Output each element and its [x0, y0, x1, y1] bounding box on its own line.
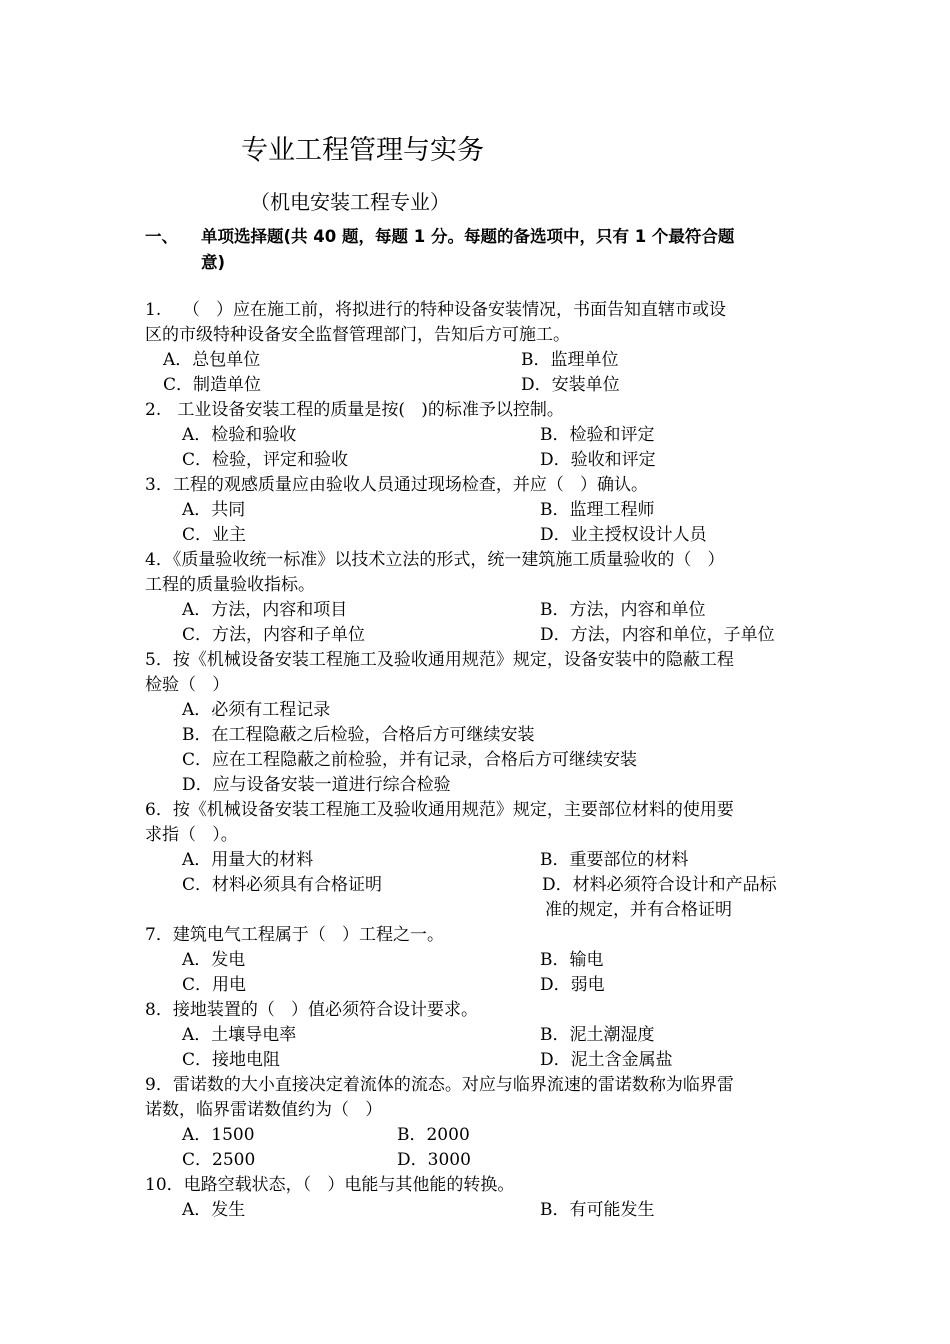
question-text: 1. （ ）应在施工前，将拟进行的特种设备安装情况，书面告知直辖市或设 [145, 300, 727, 320]
option-a: A．方法，内容和项目 [182, 600, 348, 620]
question-text: 4．《质量验收统一标准》以技术立法的形式，统一建筑施工质量验收的（ ） [145, 550, 725, 570]
option-b: B．泥土潮湿度 [540, 1025, 655, 1045]
option-b: B．监理单位 [521, 350, 619, 370]
option-c: C．材料必须具有合格证明 [182, 875, 383, 895]
option-a: A．总包单位 [163, 350, 261, 370]
option-b: B．检验和评定 [540, 425, 655, 445]
section-number: 一、 [145, 227, 178, 246]
question-text: 诺数，临界雷诺数值约为（ ） [145, 1100, 383, 1120]
option-a: A．1500 [182, 1125, 255, 1145]
option-a: A．必须有工程记录 [182, 700, 331, 720]
question-text: 求指（ ）。 [145, 825, 238, 845]
option-c: C．应在工程隐蔽之前检验，并有记录，合格后方可继续安装 [182, 750, 638, 770]
question-text: 检验（ ） [145, 675, 230, 695]
option-d: D．泥土含金属盐 [540, 1050, 673, 1070]
option-c: C．2500 [182, 1150, 256, 1170]
option-b: B．重要部位的材料 [540, 850, 689, 870]
option-c: C．检验，评定和验收 [182, 450, 349, 470]
option-d: D．3000 [397, 1150, 471, 1170]
option-b: B．方法，内容和单位 [540, 600, 706, 620]
question-text: 区的市级特种设备安全监督管理部门，告知后方可施工。 [145, 325, 570, 345]
section-heading: 单项选择题(共 40 题，每题 1 分。每题的备选项中，只有 1 个最符合题 [201, 227, 735, 246]
option-a: A．土壤导电率 [182, 1025, 297, 1045]
option-b: B．监理工程师 [540, 500, 655, 520]
option-b: B．2000 [397, 1125, 470, 1145]
option-d: D．材料必须符合设计和产品标 [542, 875, 777, 895]
option-a: A．共同 [182, 500, 246, 520]
question-text: 工程的质量验收指标。 [145, 575, 315, 595]
option-d-continued: 准的规定，并有合格证明 [545, 900, 732, 920]
option-c: C．用电 [182, 975, 247, 995]
option-c: C．方法，内容和子单位 [182, 625, 366, 645]
option-c: C．制造单位 [163, 375, 262, 395]
question-text: 7．建筑电气工程属于（ ）工程之一。 [145, 925, 445, 945]
question-text: 2. 工业设备安装工程的质量是按( )的标准予以控制。 [145, 400, 564, 420]
option-d: D．安装单位 [521, 375, 620, 395]
question-text: 6．按《机械设备安装工程施工及验收通用规范》规定，主要部位材料的使用要 [145, 800, 734, 820]
question-text: 5．按《机械设备安装工程施工及验收通用规范》规定，设备安装中的隐蔽工程 [145, 650, 734, 670]
question-text: 8．接地装置的（ ）值必须符合设计要求。 [145, 1000, 479, 1020]
option-d: D．应与设备安装一道进行综合检验 [182, 775, 451, 795]
option-a: A．检验和验收 [182, 425, 297, 445]
option-b: B．有可能发生 [540, 1200, 655, 1220]
option-c: C．接地电阻 [182, 1050, 281, 1070]
question-text: 10．电路空载状态，（ ）电能与其他能的转换。 [145, 1175, 515, 1195]
option-d: D．业主授权设计人员 [540, 525, 707, 545]
option-a: A．发电 [182, 950, 246, 970]
option-b: B．在工程隐蔽之后检验，合格后方可继续安装 [182, 725, 535, 745]
option-d: D．方法，内容和单位，子单位 [540, 625, 775, 645]
section-heading: 意) [201, 253, 226, 272]
page-subtitle: （机电安装工程专业） [250, 190, 450, 214]
option-a: A．发生 [182, 1200, 246, 1220]
option-d: D．弱电 [540, 975, 605, 995]
option-d: D．验收和评定 [540, 450, 656, 470]
question-text: 9．雷诺数的大小直接决定着流体的流态。对应与临界流速的雷诺数称为临界雷 [145, 1075, 734, 1095]
option-b: B．输电 [540, 950, 604, 970]
option-c: C．业主 [182, 525, 247, 545]
option-a: A．用量大的材料 [182, 850, 314, 870]
question-text: 3．工程的观感质量应由验收人员通过现场检查，并应（ ）确认。 [145, 475, 649, 495]
page-title: 专业工程管理与实务 [241, 135, 484, 166]
